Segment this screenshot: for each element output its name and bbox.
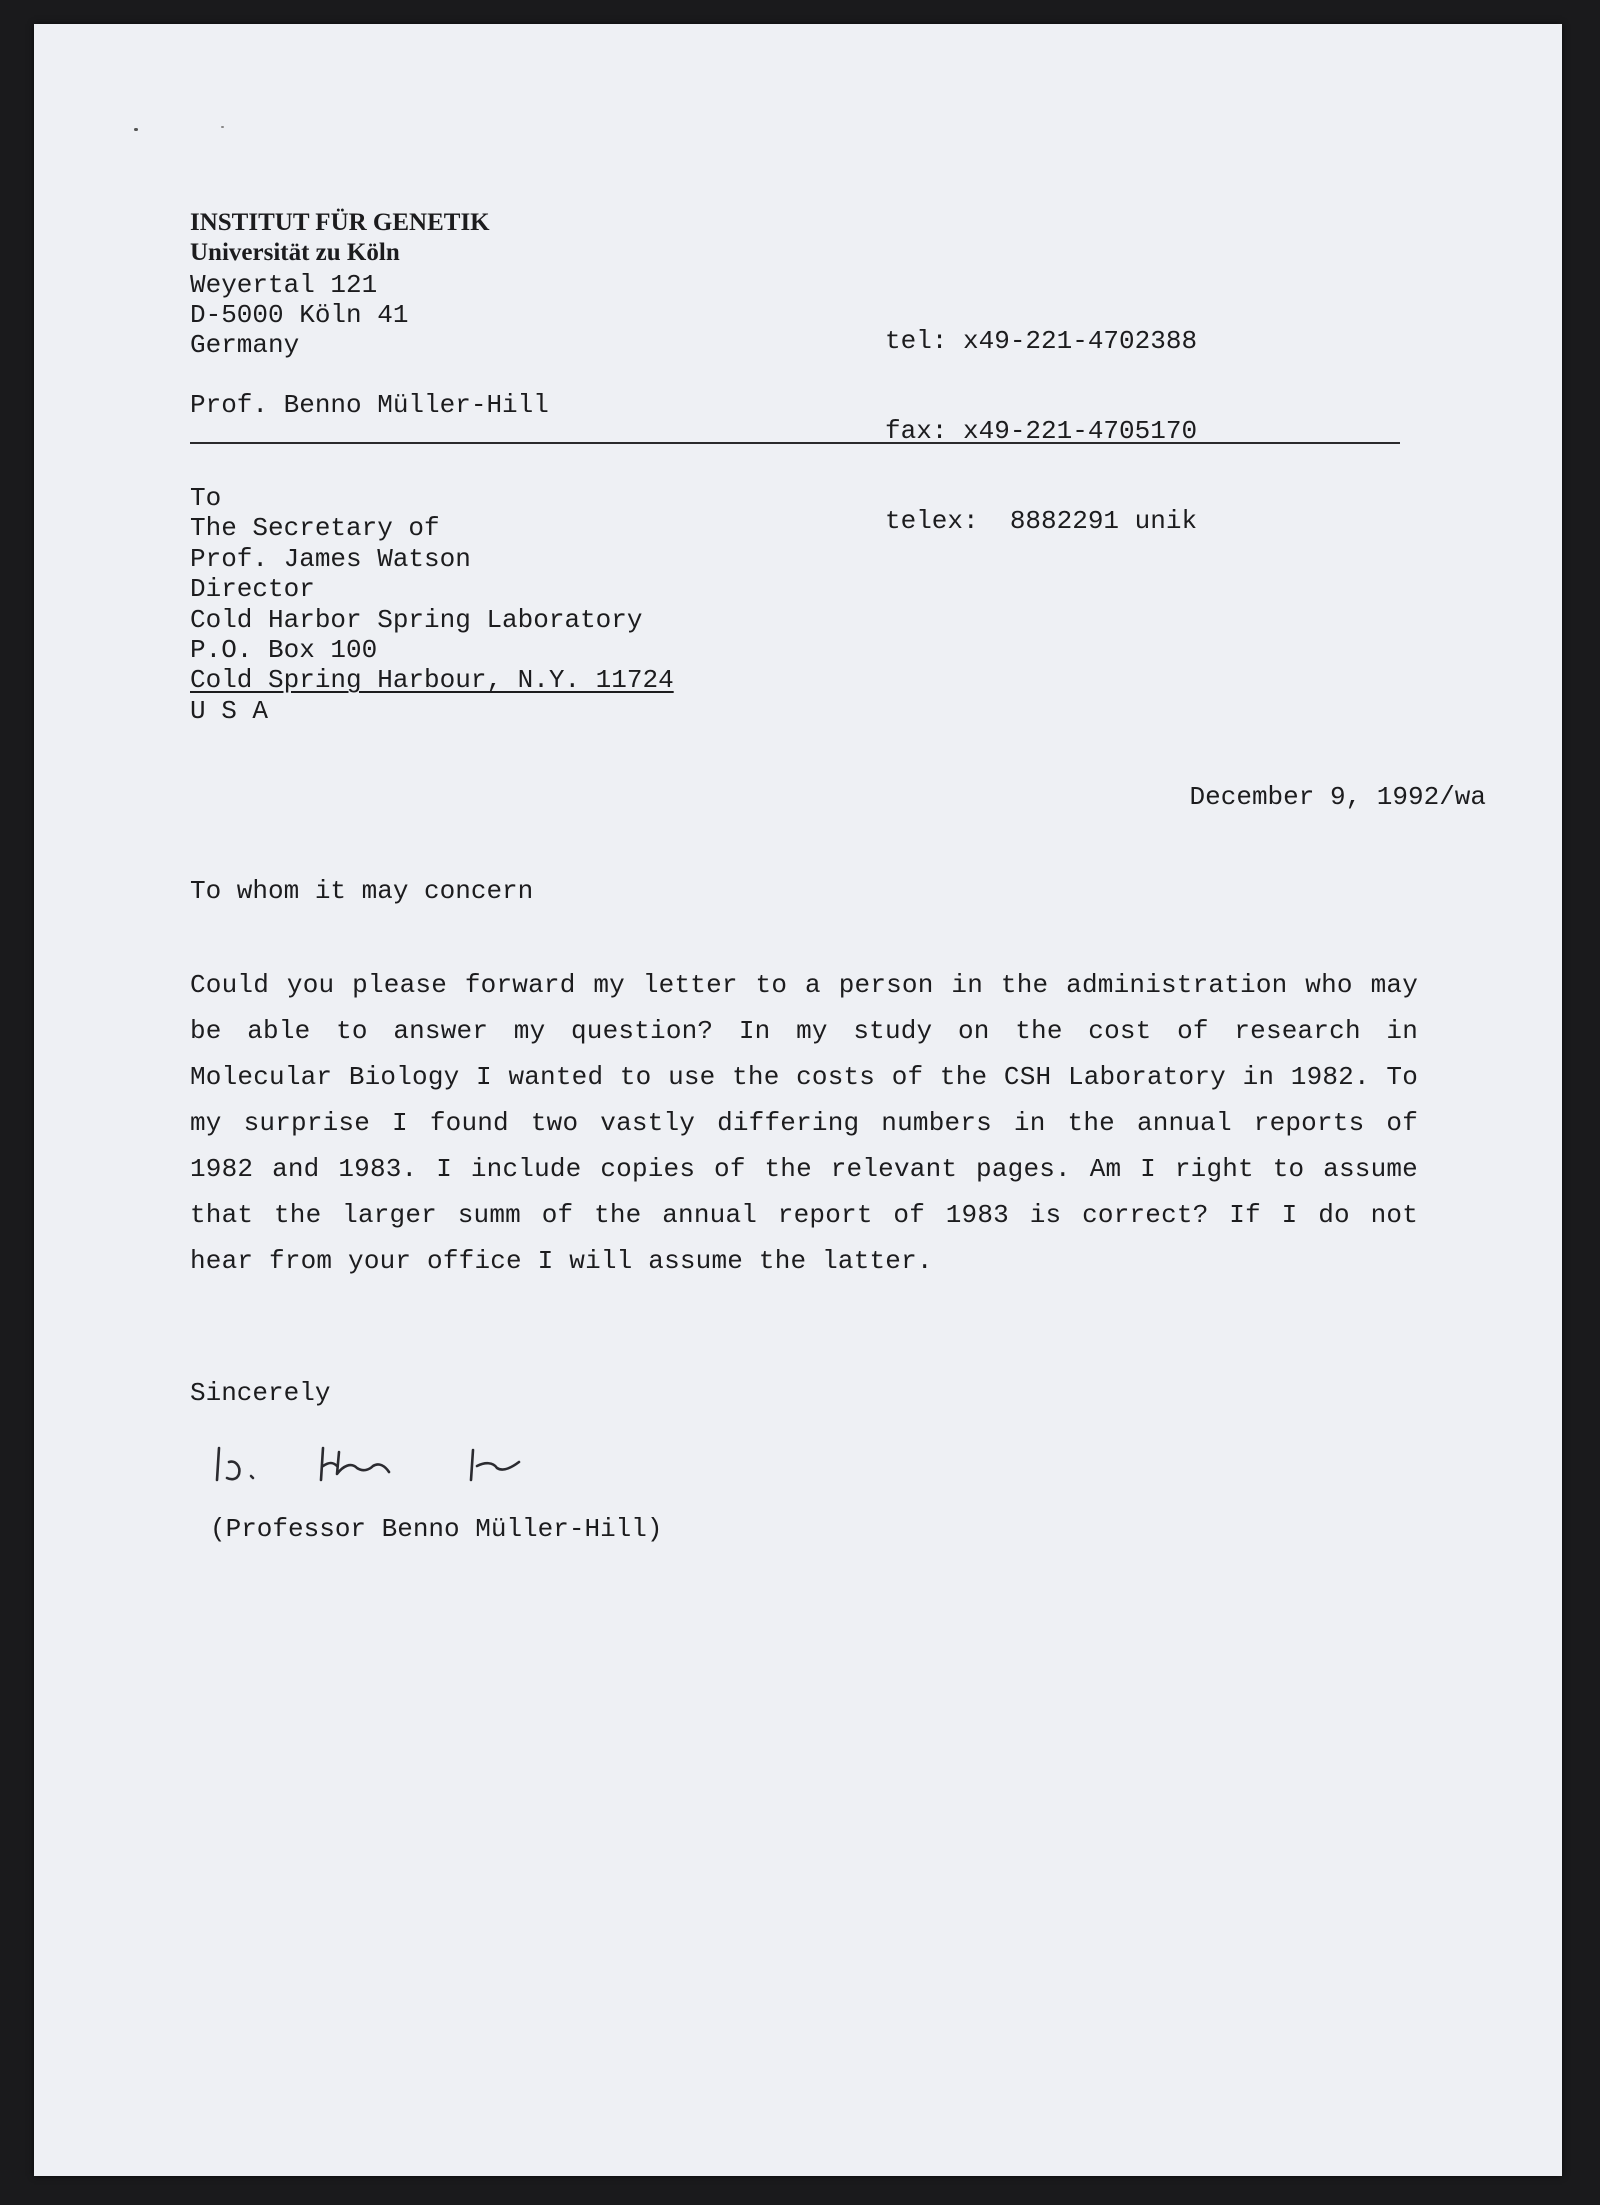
letter-date: December 9, 1992/wa <box>1189 782 1486 812</box>
letter-page <box>34 24 1562 2176</box>
letterhead-institution <box>190 208 490 268</box>
handwritten-signature <box>205 1428 605 1498</box>
recipient-address <box>190 483 674 726</box>
recipient-line: To <box>190 483 222 513</box>
recipient-line: The Secretary of <box>190 513 440 544</box>
recipient-line: P.O. Box 100 <box>190 635 378 666</box>
address-city: D-5000 Köln 41 <box>190 300 409 330</box>
letterhead-address <box>190 270 408 360</box>
contact-fax: fax: x49-221-4705170 <box>885 416 1198 446</box>
letterhead-contact <box>885 266 1197 596</box>
contact-tel: tel: x49-221-4702388 <box>885 326 1198 356</box>
address-country: Germany <box>190 330 300 360</box>
letter-body: Could you please forward my letter to a person in the administration who may be able to answer my question? In my study on the cost of research in Molecular Biology I wanted to use the costs of the CSH Laboratory in 1982. To my surprise I found two vastly differing numbers in the annual reports of 1982 and 1983. I include copies of the relevant pages. Am I right to assume that the larger summ of the annual report of 1983 is correct? If I do not hear from your office I will assume the latter. <box>190 970 1418 1276</box>
typed-signatory-name: (Professor Benno Müller-Hill) <box>210 1514 663 1544</box>
recipient-line: Cold Harbor Spring Laboratory <box>190 604 643 635</box>
letterhead-sender: Prof. Benno Müller-Hill <box>190 390 549 420</box>
recipient-line: Cold Spring Harbour, N.Y. 11724 <box>190 665 674 696</box>
paper-speck <box>221 126 224 128</box>
letterhead-divider <box>190 442 1400 444</box>
institute-name: INSTITUT FÜR GENETIK <box>190 209 490 236</box>
contact-telex: telex: 8882291 unik <box>885 506 1198 536</box>
university-name: Universität zu Köln <box>190 239 400 266</box>
recipient-line: Director <box>190 574 315 605</box>
recipient-line: Prof. James Watson <box>190 543 471 574</box>
recipient-line: U S A <box>190 695 269 726</box>
paper-speck <box>134 128 138 131</box>
salutation: To whom it may concern <box>190 876 534 906</box>
closing: Sincerely <box>190 1378 331 1408</box>
address-street: Weyertal 121 <box>190 270 378 300</box>
